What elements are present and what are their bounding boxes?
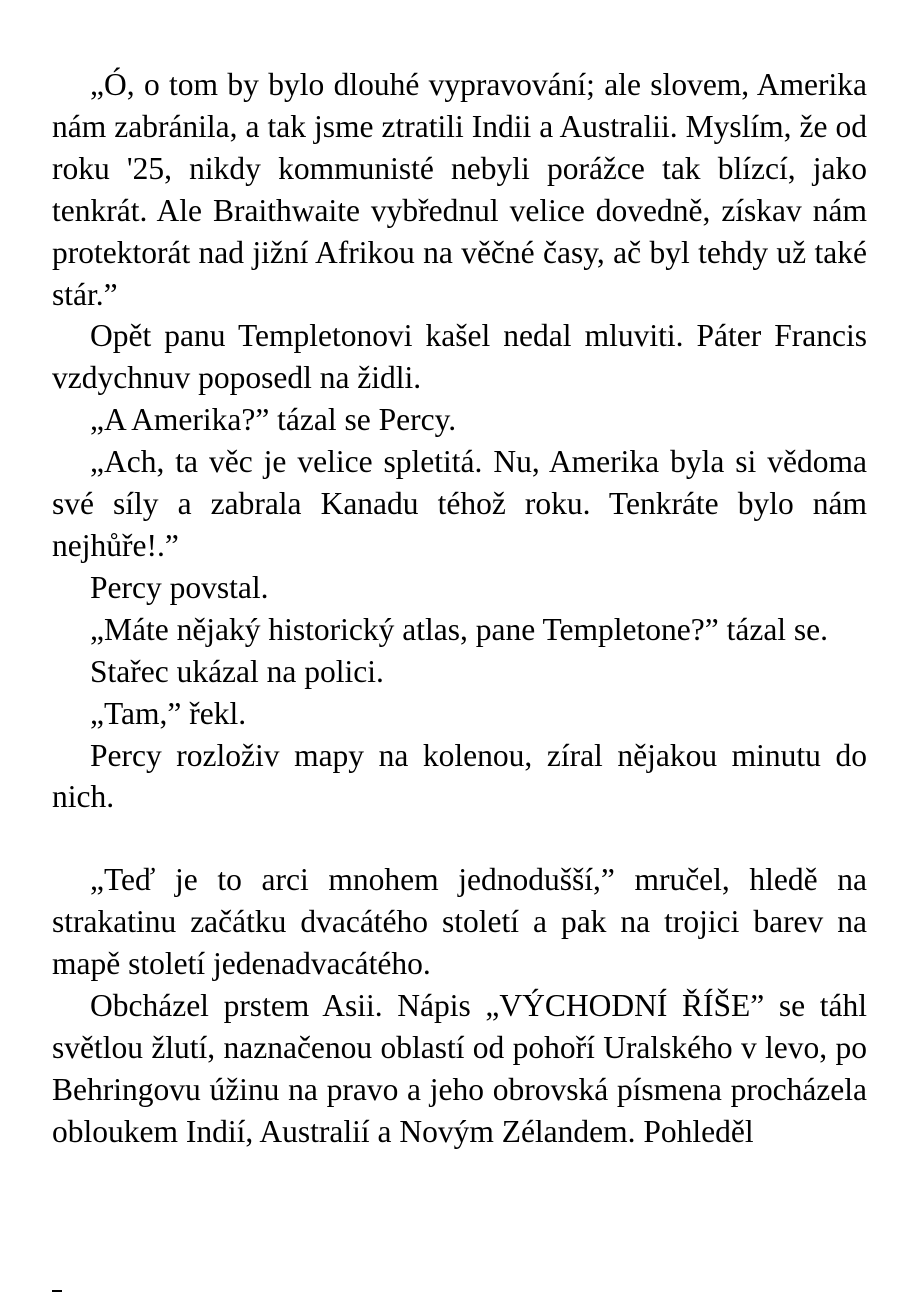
paragraph-atlas-question: „Máte nějaký historický atlas, pane Templetone?” tázal se. (90, 611, 829, 647)
paragraph-percy-question: „A Amerika?” tázal se Percy. (90, 402, 457, 438)
book-page-text (52, 64, 867, 1153)
paragraph-there: „Tam,” řekl. (90, 695, 247, 731)
paragraph-cough: Opět panu Templetonovi kašel nedal mluviti. Páter Francis vzdychnuv poposedl na židli. (52, 318, 867, 396)
paragraph-america-answer: „Ach, ta věc je velice spletitá. Nu, Amerika byla si vědoma své síly a zabrala Kanadu téhož roku. Tenkráte bylo nám nejhůře!.” (52, 444, 867, 563)
page-edge-mark (52, 1290, 62, 1292)
paragraph-maps: Percy rozloživ mapy na kolenou, zíral nějakou minutu do nich. (52, 737, 867, 815)
paragraph-asia: Obcházel prstem Asii. Nápis „VÝCHODNÍ ŘÍŠE” se táhl světlou žlutí, naznačenou oblastí od pohoří Uralského v levo, po Behringovu úžinu na pravo a jeho obrovská písmena procházela obloukem Indií, Australií a Novým Zélandem. Pohleděl (52, 988, 867, 1149)
paragraph-percy-rises: Percy povstal. (90, 569, 269, 605)
paragraph-history-dialogue: „Ó, o tom by bylo dlouhé vypravování; ale slovem, Amerika nám zabránila, a tak jsme ztratili Indii a Australii. Myslím, že od roku '25, nikdy kommunisté nebyli porážce tak blízcí, jako tenkrát. Ale Braithwaite vybřednul velice dovedně, získav nám protektorát nad jižní Afrikou na věčné časy, ač byl tehdy už také stár.” (52, 67, 867, 312)
paragraph-simpler: „Teď je to arci mnohem jednodušší,” mručel, hledě na strakatinu začátku dvacátého století a pak na trojici barev na mapě století jedenadvacátého. (52, 862, 867, 982)
paragraph-points-shelf: Stařec ukázal na polici. (90, 653, 384, 689)
